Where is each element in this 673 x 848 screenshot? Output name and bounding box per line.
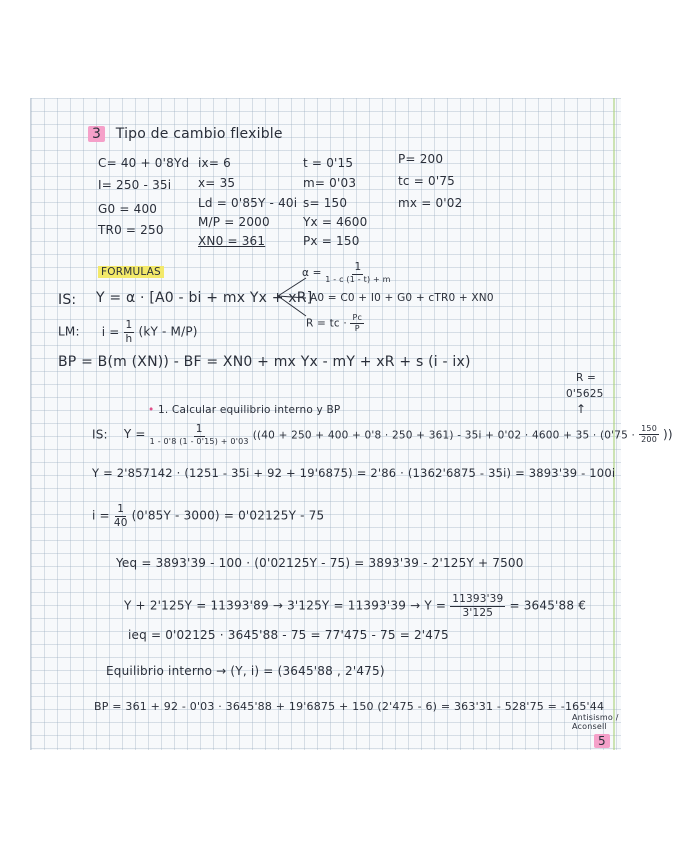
bp-result-line: BP = 361 + 92 - 0'03 · 3645'88 + 19'6875 + 150 (2'475 - 6) = 363'31 - 528'75 = -165'44 bbox=[94, 700, 605, 713]
lm-formula: LM: i = $\frac{1}{h}$ (kY - M/P) bbox=[58, 319, 198, 345]
r-formula: R = tc · $\frac{Pc}{P}$ bbox=[306, 313, 363, 333]
param-i: I= 250 - 35i bbox=[98, 178, 172, 192]
param-mx: mx = 0'02 bbox=[398, 196, 463, 210]
footer-note: Antisismo / Aconsell bbox=[572, 713, 619, 731]
is-label: IS: bbox=[58, 292, 77, 308]
param-tr0: TR0 = 250 bbox=[98, 223, 164, 237]
param-mp: M/P = 2000 bbox=[198, 215, 270, 229]
param-t: t = 0'15 bbox=[303, 156, 354, 170]
is-computation: IS: Y = $\frac{1}{1 - 0'8 (1 - 0'15) + 0'03}$ ((40 + 250 + 400 + 0'8 · 250 + 361) - 35i + 0'02 · 4600 + 35 · (0'75 · $\frac{150}{200}$ )) bbox=[92, 423, 673, 446]
param-ix: ix= 6 bbox=[198, 156, 231, 170]
r-den: P bbox=[354, 324, 360, 333]
yeq-line: Yeq = 3893'39 - 100 · (0'02125Y - 75) = 3893'39 - 2'125Y + 7500 bbox=[116, 556, 524, 570]
page-number: 5 bbox=[594, 734, 610, 748]
r-num: Pc bbox=[352, 313, 363, 322]
is-formula: Y = α · [A0 - bi + mx Yx + xR] bbox=[96, 290, 313, 306]
param-m: m= 0'03 bbox=[303, 176, 357, 190]
lm-computation: i = $\frac{1}{40}$ (0'85Y - 3000) = 0'02125Y - 75 bbox=[92, 503, 325, 529]
param-x: x= 35 bbox=[198, 176, 236, 190]
lm-label: LM: bbox=[58, 324, 80, 339]
alpha-formula: α = $\frac{1}{1 - c (1 - t) + m}$ bbox=[302, 261, 391, 284]
param-yx: Yx = 4600 bbox=[303, 215, 368, 229]
r-note-value: 0'5625 bbox=[566, 388, 604, 400]
equilibrium-line: Equilibrio interno → (Y, i) = (3645'88 , 2'475) bbox=[106, 664, 385, 678]
alpha-den: 1 - c (1 - t) + m bbox=[325, 274, 391, 284]
section-title: Tipo de cambio flexible bbox=[115, 126, 283, 142]
ieq-line: ieq = 0'02125 · 3645'88 - 75 = 77'475 - 75 = 2'475 bbox=[128, 628, 449, 642]
section-number: 3 bbox=[88, 126, 105, 142]
up-arrow-icon: ↑ bbox=[576, 402, 587, 416]
is-simplified: Y = 2'857142 · (1251 - 35i + 92 + 19'6875) = 2'86 · (1362'6875 - 35i) = 3893'39 - 100i bbox=[92, 466, 616, 480]
section-header bbox=[88, 126, 283, 142]
param-px: Px = 150 bbox=[303, 234, 360, 248]
param-p: P= 200 bbox=[398, 152, 444, 166]
param-g0: G0 = 400 bbox=[98, 202, 158, 216]
step1-title: • 1. Calcular equilibrio interno y BP bbox=[148, 404, 341, 416]
param-ld: Ld = 0'85Y - 40i bbox=[198, 196, 298, 210]
formulas-label: FORMULAS bbox=[98, 266, 164, 278]
solve-line: Y + 2'125Y = 11393'89 → 3'125Y = 11393'39 → Y = $\frac{11393'39}{3'125}$ = 3645'88 € bbox=[124, 593, 587, 619]
param-s: s= 150 bbox=[303, 196, 348, 210]
param-xn0: XN0 = 361 bbox=[198, 234, 266, 248]
param-c: C= 40 + 0'8Yd bbox=[98, 156, 190, 170]
alpha-num: 1 bbox=[354, 261, 362, 273]
a0-formula: A0 = C0 + I0 + G0 + cTR0 + XN0 bbox=[310, 292, 494, 304]
r-note-label: R = bbox=[576, 372, 597, 384]
param-tc: tc = 0'75 bbox=[398, 174, 455, 188]
bp-formula: BP = B(m (XN)) - BF = XN0 + mx Yx - mY + xR + s (i - ix) bbox=[58, 354, 471, 370]
